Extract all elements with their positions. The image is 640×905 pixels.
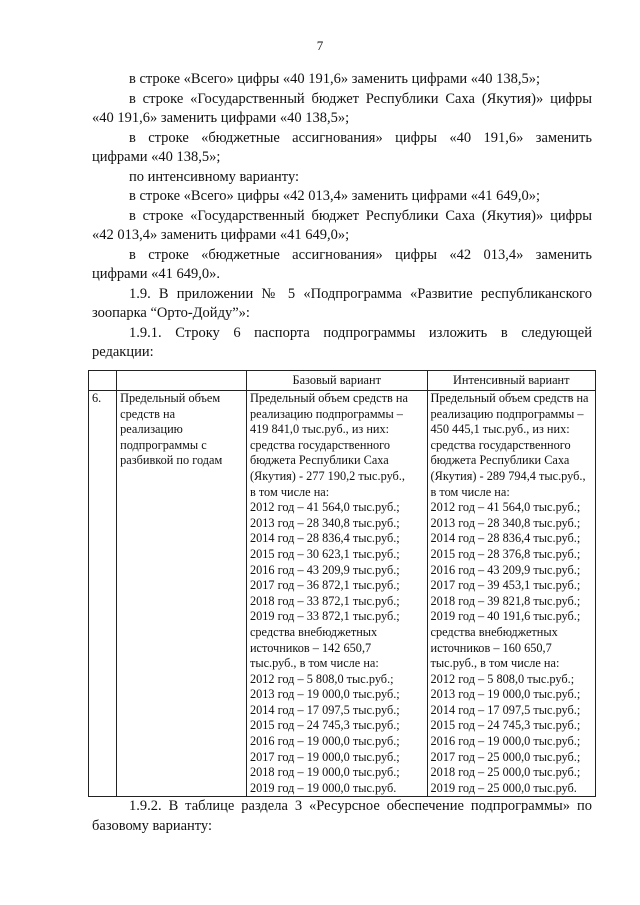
cell-line: средств на [120, 406, 176, 421]
cell-line: 2015 год – 30 623,1 тыс.руб.; [249, 546, 400, 561]
cell-line: 2013 год – 28 340,8 тыс.руб.; [430, 515, 581, 530]
cell-line: источников – 160 650,7 [430, 640, 552, 655]
cell-line: Предельный объем средств на [430, 391, 589, 405]
page-number: 7 [316, 38, 324, 53]
text-line: в строке «Государственный бюджет Республики Саха (Якутия)» цифры [129, 91, 592, 107]
cell-line: средства внебюджетных [249, 624, 378, 639]
row-number: 6. [89, 391, 117, 797]
text-line: в строке «Государственный бюджет Республики Саха (Якутия)» цифры [129, 208, 592, 224]
header-cell [89, 371, 117, 391]
cell-line: Предельный объем средств на [249, 391, 408, 405]
cell-line: 2014 год – 28 836,4 тыс.руб.; [430, 531, 581, 546]
cell-line: тыс.руб., в том числе на: [249, 656, 379, 671]
cell-line: 2014 год – 28 836,4 тыс.руб.; [249, 531, 400, 546]
text-line: в строке «Всего» цифры «42 013,4» заменить цифрами «41 649,0»; [129, 188, 541, 204]
text-line: 1.9.2. В таблице раздела 3 «Ресурсное обеспечение подпрограммы» по [129, 798, 592, 814]
cell-line: бюджета Республики Саха [430, 453, 570, 468]
cell-line: 2017 год – 36 872,1 тыс.руб.; [249, 578, 400, 593]
cell-line: средства государственного [430, 437, 571, 452]
cell-line: 2019 год – 33 872,1 тыс.руб.; [249, 609, 400, 624]
cell-line: Предельный объем [120, 391, 221, 405]
row-label [117, 391, 247, 797]
cell-line: 2013 год – 19 000,0 тыс.руб.; [430, 687, 581, 702]
cell-line: реализацию [120, 422, 183, 437]
cell-line: 2016 год – 43 209,9 тыс.руб.; [249, 562, 400, 577]
passport-table [88, 370, 596, 797]
text-line: в строке «Всего» цифры «40 191,6» заменить цифрами «40 138,5»; [129, 71, 541, 87]
text-line: цифрами «41 649,0». [92, 266, 221, 282]
cell-line: разбивкой по годам [120, 453, 223, 468]
cell-line: 2016 год – 19 000,0 тыс.руб.; [249, 734, 400, 749]
cell-line: 2018 год – 39 821,8 тыс.руб.; [430, 593, 581, 608]
cell-line: 2017 год – 25 000,0 тыс.руб.; [430, 749, 581, 764]
text-line: в строке «бюджетные ассигнования» цифры «40 191,6» заменить [129, 130, 592, 146]
cell-line: 2015 год – 28 376,8 тыс.руб.; [430, 546, 581, 561]
cell-line: (Якутия) - 289 794,4 тыс.руб., [430, 468, 586, 483]
text-line: «40 191,6» заменить цифрами «40 138,5»; [92, 110, 350, 126]
intensive-variant-cell [427, 391, 595, 797]
cell-line: 2014 год – 17 097,5 тыс.руб.; [430, 702, 581, 717]
cell-line: 2012 год – 41 564,0 тыс.руб.; [249, 500, 400, 515]
cell-line: средства государственного [249, 437, 391, 452]
text-line: в строке «бюджетные ассигнования» цифры «42 013,4» заменить [129, 247, 592, 263]
cell-line: 2014 год – 17 097,5 тыс.руб.; [249, 702, 400, 717]
cell-line: тыс.руб., в том числе на: [430, 656, 560, 671]
cell-line: 2012 год – 41 564,0 тыс.руб.; [430, 500, 581, 515]
cell-line: 2017 год – 19 000,0 тыс.руб.; [249, 749, 400, 764]
cell-line: в том числе на: [430, 484, 510, 499]
cell-line: 2018 год – 19 000,0 тыс.руб.; [249, 765, 400, 780]
cell-line: 2019 год – 25 000,0 тыс.руб. [430, 780, 577, 795]
cell-line: 2018 год – 25 000,0 тыс.руб.; [430, 765, 581, 780]
cell-line: 2013 год – 19 000,0 тыс.руб.; [249, 687, 400, 702]
text-line: базовому варианту: [92, 818, 213, 834]
cell-line: 2013 год – 28 340,8 тыс.руб.; [249, 515, 400, 530]
cell-line: средства внебюджетных [430, 624, 558, 639]
text-line: «42 013,4» заменить цифрами «41 649,0»; [92, 227, 350, 243]
text-line: 1.9. В приложении № 5 «Подпрограмма «Развитие республиканского [129, 286, 592, 302]
cell-line: 2012 год – 5 808,0 тыс.руб.; [430, 671, 575, 686]
cell-line: 419 841,0 тыс.руб., из них: [249, 422, 390, 437]
cell-line: 2018 год – 33 872,1 тыс.руб.; [249, 593, 400, 608]
cell-line: подпрограммы с [120, 437, 207, 452]
cell-line: 2019 год – 40 191,6 тыс.руб.; [430, 609, 581, 624]
cell-line: 2019 год – 19 000,0 тыс.руб. [249, 780, 397, 795]
text-line: редакции: [92, 344, 154, 360]
cell-line: 2012 год – 5 808,0 тыс.руб.; [249, 671, 394, 686]
cell-line: реализацию подпрограммы – [249, 406, 403, 421]
cell-line: в том числе на: [249, 484, 330, 499]
header-basic-variant: Базовый вариант [246, 371, 427, 391]
cell-line: 2017 год – 39 453,1 тыс.руб.; [430, 578, 581, 593]
header-cell [117, 371, 247, 391]
table-row [89, 391, 596, 797]
cell-line: 2015 год – 24 745,3 тыс.руб.; [249, 718, 400, 733]
cell-line: 2016 год – 43 209,9 тыс.руб.; [430, 562, 581, 577]
text-line: цифрами «40 138,5»; [92, 149, 221, 165]
cell-line: реализацию подпрограммы – [430, 406, 584, 421]
cell-line: 2015 год – 24 745,3 тыс.руб.; [430, 718, 581, 733]
header-intensive-variant: Интенсивный вариант [427, 371, 595, 391]
text-line: 1.9.1. Строку 6 паспорта подпрограммы изложить в следующей [129, 325, 592, 341]
text-line: зоопарка “Орто-Дойду”»: [92, 305, 250, 321]
cell-line: (Якутия) - 277 190,2 тыс.руб., [249, 468, 405, 483]
text-line: по интенсивному варианту: [129, 169, 300, 185]
cell-line: источников – 142 650,7 [249, 640, 372, 655]
table-header-row [89, 371, 596, 391]
cell-line: бюджета Республики Саха [249, 453, 389, 468]
basic-variant-cell [246, 391, 427, 797]
cell-line: 450 445,1 тыс.руб., из них: [430, 422, 570, 437]
cell-line: 2016 год – 19 000,0 тыс.руб.; [430, 734, 581, 749]
